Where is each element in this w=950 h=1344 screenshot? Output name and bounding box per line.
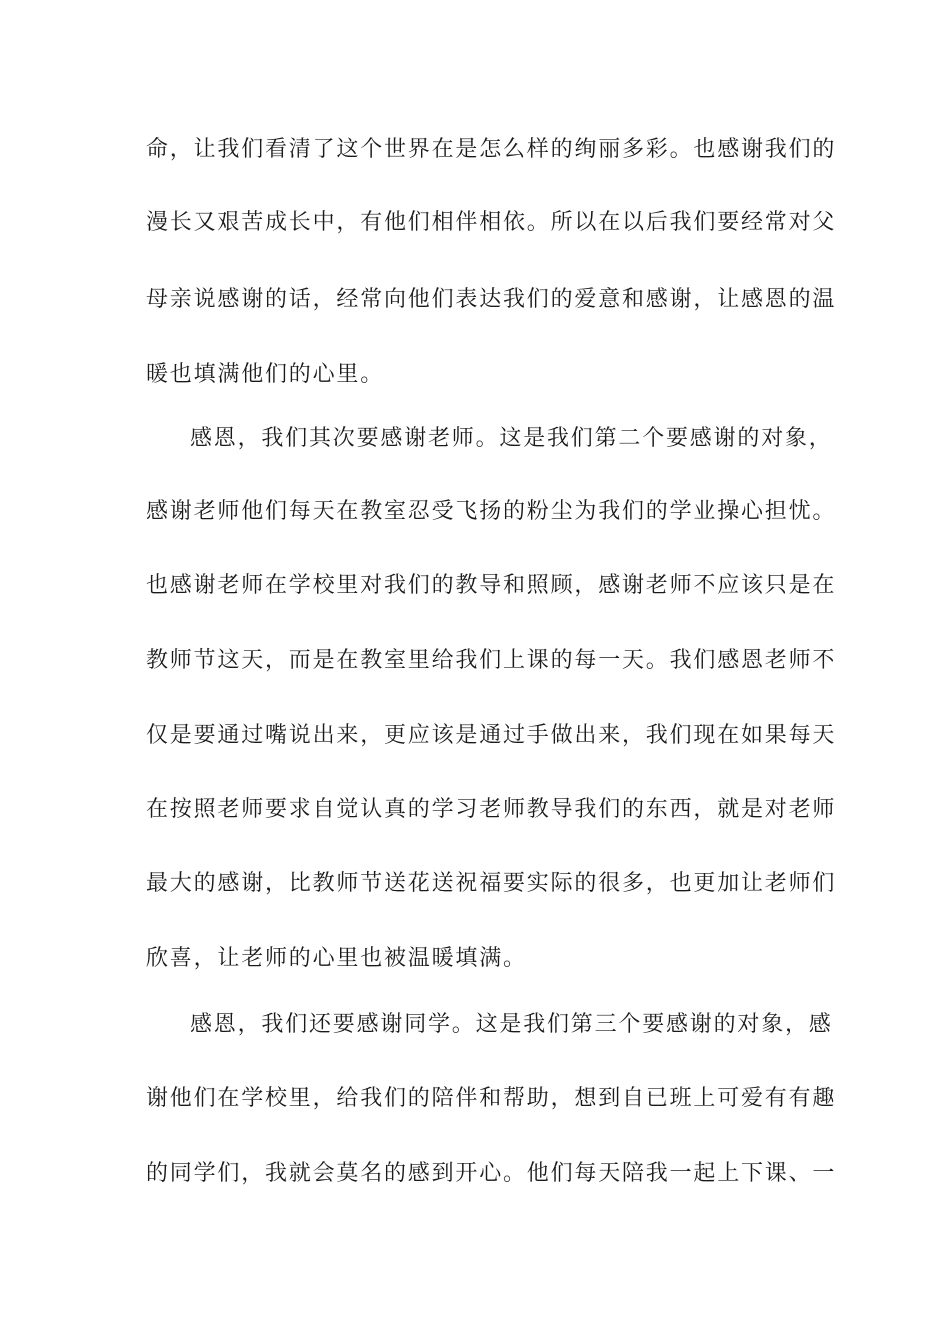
paragraph-line: 最大的感谢，比教师节送花送祝福要实际的很多，也更加让老师们 xyxy=(146,871,837,896)
paragraph-line: 漫长又艰苦成长中，有他们相伴相依。所以在以后我们要经常对父 xyxy=(146,210,837,235)
paragraph-first-line: 感恩，我们还要感谢同学。这是我们第三个要感谢的对象，感 xyxy=(190,1012,833,1037)
paragraph-line: 欣喜，让老师的心里也被温暖填满。 xyxy=(146,946,527,971)
paragraph-line: 仅是要通过嘴说出来，更应该是通过手做出来，我们现在如果每天 xyxy=(146,723,837,748)
paragraph-line: 感谢老师他们每天在教室忍受飞扬的粉尘为我们的学业操心担忧。 xyxy=(146,499,837,524)
paragraph-line: 暖也填满他们的心里。 xyxy=(146,362,385,387)
paragraph-line: 在按照老师要求自觉认真的学习老师教导我们的东西，就是对老师 xyxy=(146,797,837,822)
paragraph-line: 命，让我们看清了这个世界在是怎么样的绚丽多彩。也感谢我们的 xyxy=(146,137,837,162)
paragraph-line: 母亲说感谢的话，经常向他们表达我们的爱意和感谢，让感恩的温 xyxy=(146,287,837,312)
paragraph-line: 也感谢老师在学校里对我们的教导和照顾，感谢老师不应该只是在 xyxy=(146,573,837,598)
paragraph-first-line: 感恩，我们其次要感谢老师。这是我们第二个要感谢的对象， xyxy=(190,426,833,451)
paragraph-line: 谢他们在学校里，给我们的陪伴和帮助，想到自已班上可爱有有趣 xyxy=(146,1086,837,1111)
paragraph-line: 的同学们，我就会莫名的感到开心。他们每天陪我一起上下课、一 xyxy=(146,1161,837,1186)
paragraph-line: 教师节这天，而是在教室里给我们上课的每一天。我们感恩老师不 xyxy=(146,648,837,673)
